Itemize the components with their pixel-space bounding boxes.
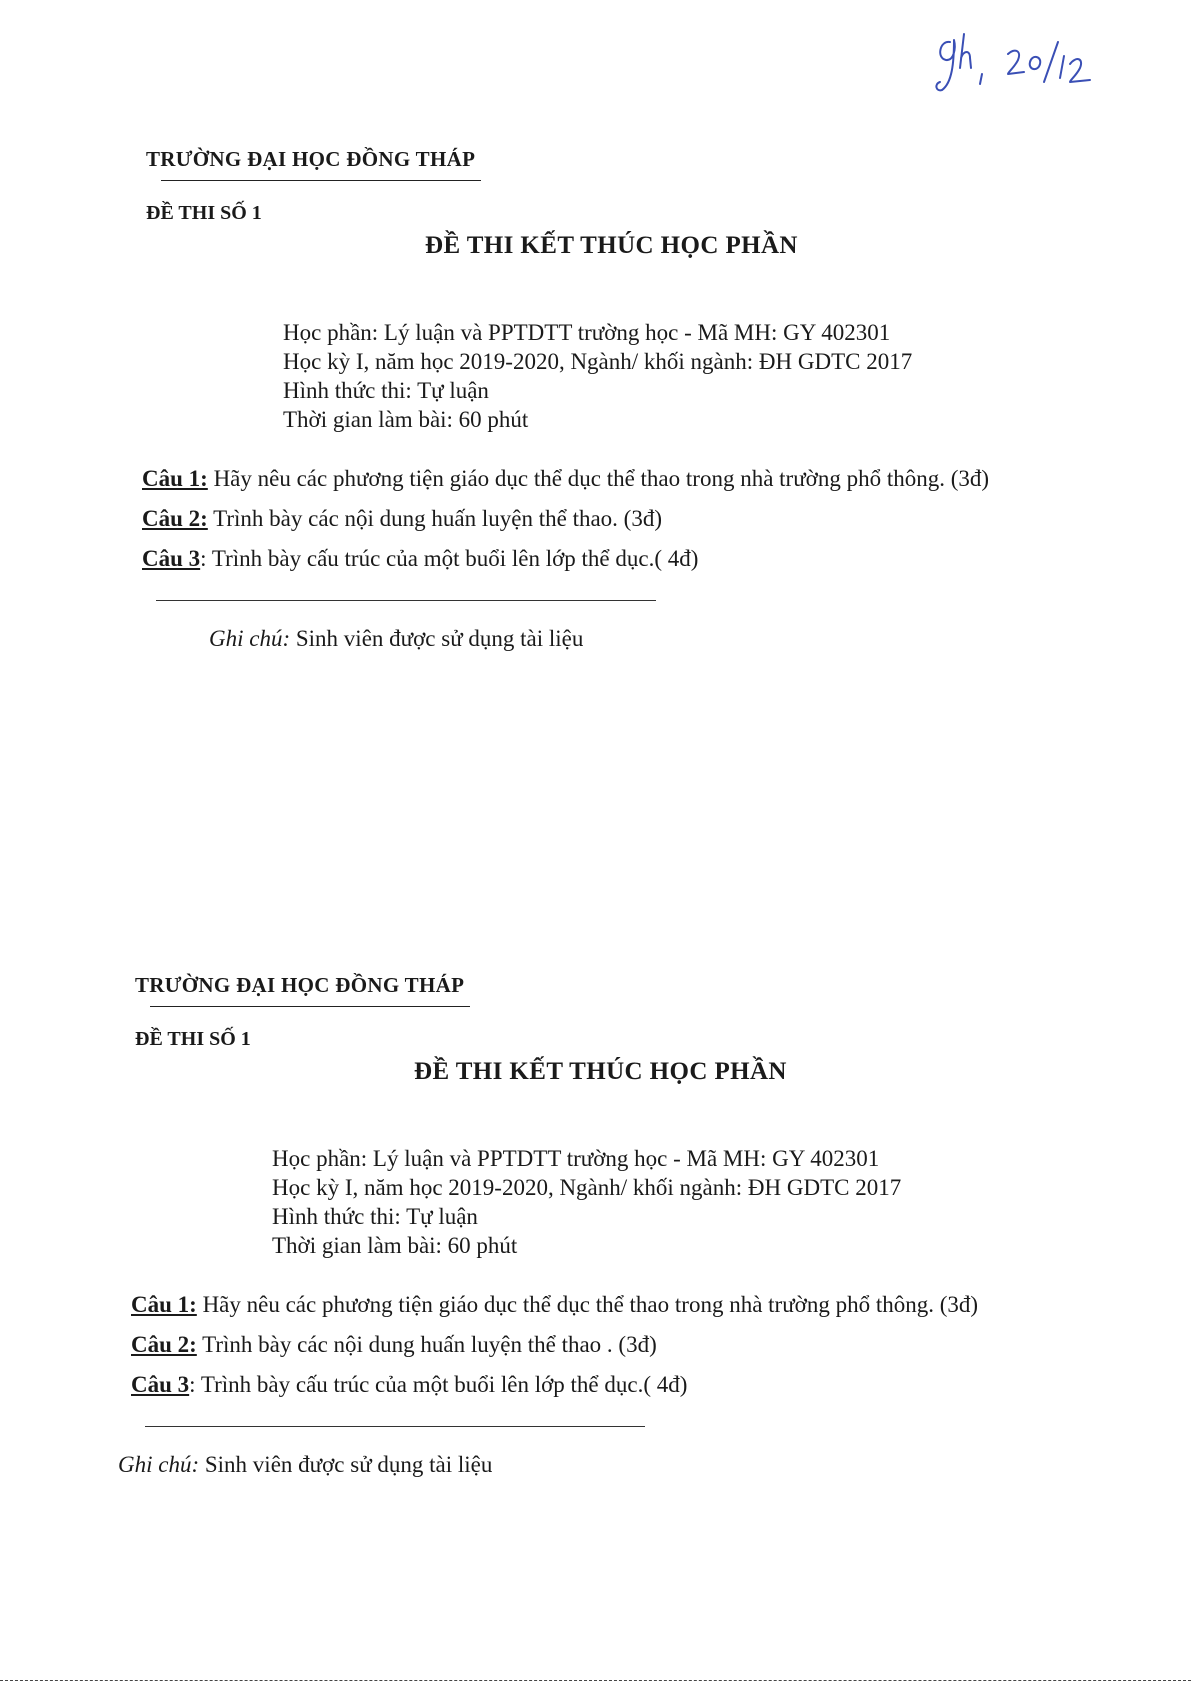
note-label: Ghi chú: <box>209 626 291 651</box>
question-list <box>131 1292 978 1412</box>
question-list <box>142 466 989 586</box>
note-text: Sinh viên được sử dụng tài liệu <box>290 626 584 651</box>
duration-line: Thời gian làm bài: 60 phút <box>272 1233 518 1258</box>
course-line: Học phần: Lý luận và PPTDTT trường học - Mã MH: GY 402301 <box>272 1146 880 1171</box>
question-text: Trình bày các nội dung huấn luyện thể thao . (3đ) <box>196 1332 657 1357</box>
question-label: Câu 2: <box>131 1332 197 1357</box>
exam-info <box>272 1144 901 1260</box>
question-3 <box>131 1372 978 1412</box>
exam-title: ĐỀ THI KẾT THÚC HỌC PHẦN <box>425 232 798 259</box>
question-label: Câu 1: <box>131 1292 197 1317</box>
question-label: Câu 2: <box>142 506 208 531</box>
exam-format-line: Hình thức thi: Tự luận <box>272 1204 478 1229</box>
exam-number: ĐỀ THI SỐ 1 <box>146 202 262 224</box>
exam-title: ĐỀ THI KẾT THÚC HỌC PHẦN <box>414 1058 787 1085</box>
question-3 <box>142 546 989 586</box>
divider <box>161 180 481 181</box>
question-text: : Trình bày cấu trúc của một buổi lên lớp thể dục.( 4đ) <box>200 546 699 571</box>
exam-info <box>283 318 912 434</box>
divider <box>156 600 656 601</box>
question-1 <box>131 1292 978 1332</box>
question-label: Câu 3 <box>142 546 201 571</box>
note-label: Ghi chú: <box>118 1452 200 1477</box>
question-2 <box>131 1332 978 1372</box>
question-text: Trình bày các nội dung huấn luyện thể thao. (3đ) <box>207 506 662 531</box>
question-label: Câu 1: <box>142 466 208 491</box>
question-1 <box>142 466 989 506</box>
note-text: Sinh viên được sử dụng tài liệu <box>199 1452 493 1477</box>
exam-number: ĐỀ THI SỐ 1 <box>135 1028 251 1050</box>
divider <box>150 1006 470 1007</box>
semester-line: Học kỳ I, năm học 2019-2020, Ngành/ khối ngành: ĐH GDTC 2017 <box>283 349 913 374</box>
question-label: Câu 3 <box>131 1372 190 1397</box>
semester-line: Học kỳ I, năm học 2019-2020, Ngành/ khối ngành: ĐH GDTC 2017 <box>272 1175 902 1200</box>
scan-edge <box>0 1680 1191 1681</box>
school-name: TRƯỜNG ĐẠI HỌC ĐỒNG THÁP <box>135 973 465 997</box>
question-text: Hãy nêu các phương tiện giáo dục thể dục thể thao trong nhà trường phổ thông. (3đ) <box>196 1292 979 1317</box>
question-text: : Trình bày cấu trúc của một buổi lên lớp thể dục.( 4đ) <box>189 1372 688 1397</box>
duration-line: Thời gian làm bài: 60 phút <box>283 407 529 432</box>
note <box>209 626 583 652</box>
question-text: Hãy nêu các phương tiện giáo dục thể dục thể thao trong nhà trường phổ thông. (3đ) <box>207 466 990 491</box>
exam-format-line: Hình thức thi: Tự luận <box>283 378 489 403</box>
note <box>118 1452 492 1478</box>
school-name: TRƯỜNG ĐẠI HỌC ĐỒNG THÁP <box>146 147 476 171</box>
course-line: Học phần: Lý luận và PPTDTT trường học - Mã MH: GY 402301 <box>283 320 891 345</box>
divider <box>145 1426 645 1427</box>
question-2 <box>142 506 989 546</box>
